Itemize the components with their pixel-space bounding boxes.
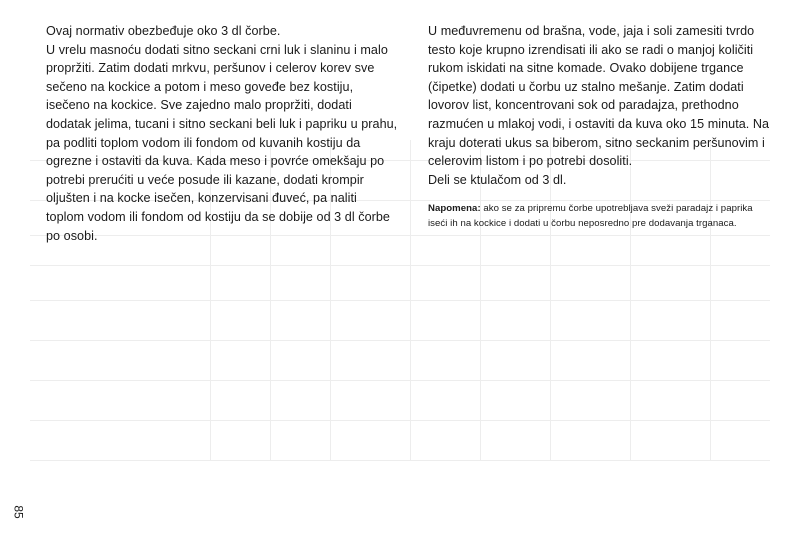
right-text-column	[428, 22, 774, 231]
note-text: ako se za pripremu čorbe upotrebljava sveži paradajz i paprika iseći ih na kockice i dodati u čorbu neposredno pre dodavanja trganaca.	[428, 203, 753, 230]
paragraph-dough: U međuvremenu od brašna, vode, jaja i soli zamesiti tvrdo testo koje krupno izrendisati ili ako se radi o manjoj količiti rukom iskidati na sitne komade. Ovako dobijene trgance (čipetke) dodati u čorbu uz stalno mešanje. Zatim dodati lovorov list, koncentrovani sok od paradajza, prethodno razmućen u mlakoj vodi, i ostaviti da kuva oko 15 minuta. Na kraju doterati ukus sa biberom, sitno seckanim peršunovim i celerovim listom i po potrebi dosoliti.	[428, 24, 770, 169]
paragraph-preparation: U vrelu masnoću dodati sitno seckani crni luk i slaninu i malo propržiti. Zatim dodati mrkvu, peršunov i celerov korev sve sečeno na kockice a potom i meso goveđe bez kostiju, isečeno na kockice. Sve zajedno malo propržiti, dodati dodatak jelima, tucani i sitno seckani beli luk i papriku u prahu, pa podliti toplom vodom ili fondom od kuvanih kostiju da ogrezne i ostaviti da kuva. Kada meso i povrće omekšaju po potrebi prerućiti u veće posude ili kazane, dodati krompir oljušten i na kocke isečen, konzervisani đuveć, pa naliti toplom vodom ili fondom od kostiju da se dobije od 3 dl čorbe po osobi.	[46, 42, 398, 243]
note-label: Napomena:	[428, 203, 481, 215]
paragraph-yield: Ovaj normativ obezbeđuje oko 3 dl čorbe.	[46, 24, 281, 38]
note	[428, 201, 774, 231]
paragraph-serving: Deli se ktulačom od 3 dl.	[428, 172, 567, 187]
left-text-column	[46, 22, 398, 245]
page-number: 85	[11, 505, 26, 519]
